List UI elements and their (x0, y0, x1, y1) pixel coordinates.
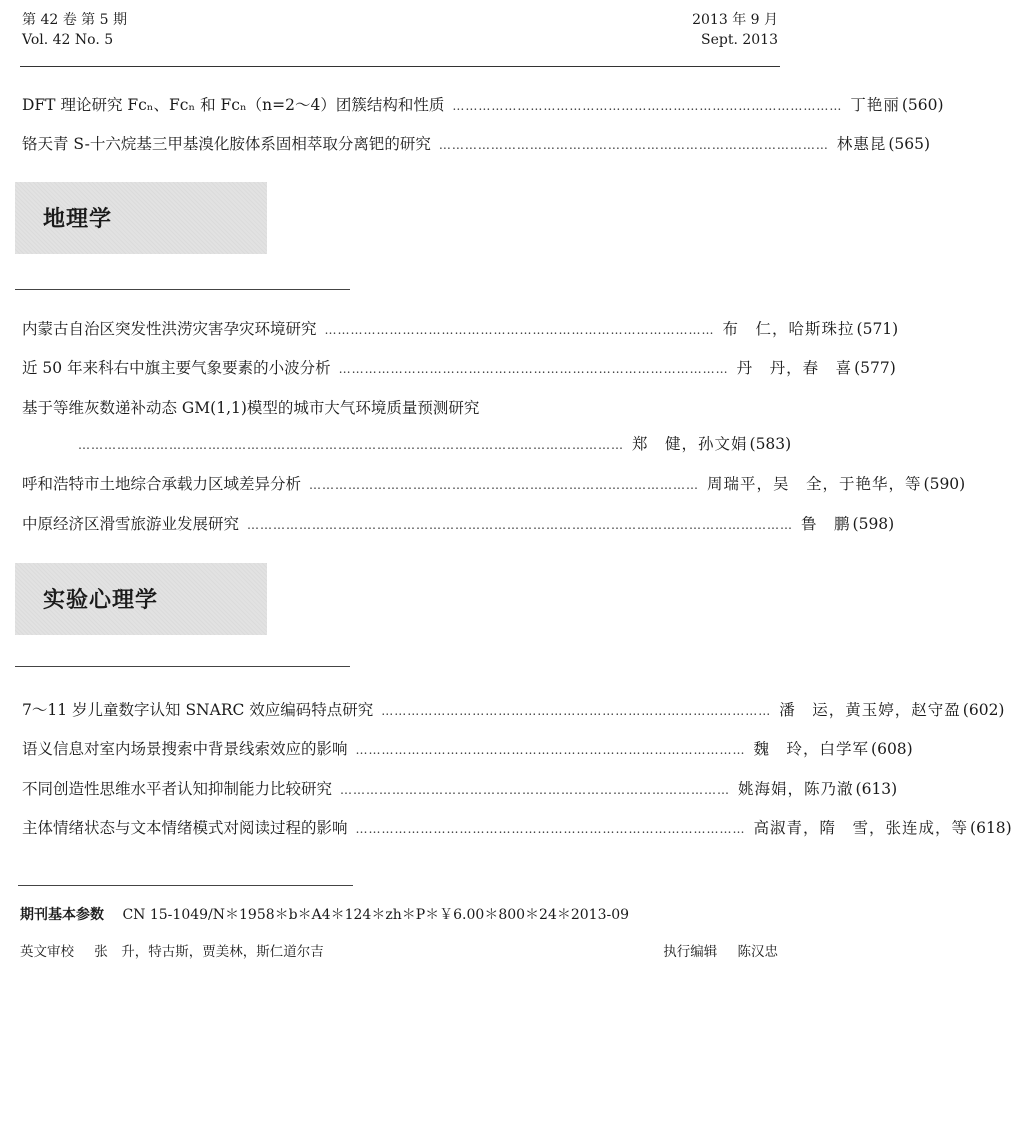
leader-dots: ……………………………………………………………………………… (324, 323, 715, 337)
date-cn: 2013 年 9 月 (692, 12, 778, 28)
entry-page: (608) (871, 740, 913, 758)
entry-authors: 周瑞平，吴 全，于艳华，等 (707, 475, 922, 493)
journal-parameters (20, 904, 629, 924)
toc-entry[interactable] (22, 697, 1005, 723)
toc-entry[interactable] (22, 511, 895, 537)
entry-page: (560) (901, 96, 944, 114)
leader-dots: ……………………………………………………………………………… (452, 99, 843, 113)
entry-title: 内蒙古自治区突发性洪涝灾害孕灾环境研究 (22, 320, 317, 338)
entry-page: (602) (962, 701, 1005, 719)
leader-dots: ……………………………………………………………………………………………………………… (247, 518, 794, 532)
entry-title: 语义信息对室内场景搜索中背景线索效应的影响 (22, 740, 348, 758)
params-value: CN 15-1049/N＊1958＊b＊A4＊124＊zh＊P＊￥6.00＊800＊24＊2013-09 (122, 907, 630, 923)
entry-authors: 潘 运，黄玉婷，赵守盈 (779, 701, 961, 719)
section-header-geography (15, 182, 267, 254)
entry-title: DFT 理论研究 Fcₙ、Fcₙ 和 Fcₙ（n=2～4）团簇结构和性质 (22, 96, 445, 114)
leader-dots: ……………………………………………………………………………………………………………… (78, 438, 624, 452)
exec-editor-name: 陈汉忠 (737, 944, 778, 960)
header-right (692, 10, 778, 50)
entry-authors: 魏 玲，白学军 (753, 740, 870, 758)
date-en: Sept. 2013 (701, 32, 778, 48)
entry-title: 中原经济区滑雪旅游业发展研究 (22, 515, 240, 533)
entry-page: (590) (923, 475, 966, 493)
volume-issue-cn: 第 42 卷 第 5 期 (22, 12, 127, 28)
english-review-label: 英文审校 (20, 944, 74, 960)
exec-editor-label: 执行编辑 (663, 944, 718, 960)
toc-entry[interactable] (22, 92, 944, 118)
toc-entry[interactable] (22, 316, 899, 342)
entry-page: (613) (855, 780, 898, 798)
section-title: 地理学 (43, 207, 113, 232)
section-header-psychology (15, 563, 267, 635)
toc-entry-continuation[interactable] (22, 431, 792, 457)
footer-divider (18, 885, 353, 886)
entry-title: 7～11 岁儿童数字认知 SNARC 效应编码特点研究 (22, 701, 374, 719)
entry-authors: 高淑青，隋 雪，张连成，等 (753, 819, 969, 837)
header-left (22, 10, 127, 50)
entry-title: 近 50 年来科右中旗主要气象要素的小波分析 (22, 359, 331, 377)
executive-editor (663, 940, 778, 960)
entry-title: 不同创造性思维水平者认知抑制能力比较研究 (22, 780, 333, 798)
entry-page: (618) (970, 819, 1012, 837)
entry-authors: 丁艳丽 (850, 96, 900, 114)
english-review (20, 940, 324, 960)
entry-title: 铬天青 S-十六烷基三甲基溴化胺体系固相萃取分离钯的研究 (22, 135, 431, 153)
leader-dots: ……………………………………………………………………………… (355, 822, 746, 836)
toc-entry[interactable] (22, 815, 1012, 841)
entry-title: 呼和浩特市土地综合承载力区域差异分析 (22, 475, 302, 493)
leader-dots: ……………………………………………………………………………… (338, 362, 729, 376)
entry-authors: 布 仁，哈斯珠拉 (722, 320, 855, 338)
entry-authors: 姚海娟，陈乃澈 (738, 780, 854, 798)
english-review-names: 张 升，特古斯，贾美林，斯仁道尔吉 (94, 944, 324, 960)
entry-page: (565) (888, 135, 931, 153)
leader-dots: ……………………………………………………………………………… (355, 743, 746, 757)
toc-entry[interactable] (22, 355, 896, 381)
entry-page: (598) (852, 515, 895, 533)
toc-entry[interactable] (22, 736, 913, 762)
entry-authors: 林惠昆 (836, 135, 887, 153)
toc-entry[interactable] (22, 776, 898, 802)
entry-authors: 丹 丹，春 喜 (736, 359, 853, 377)
header-divider (20, 66, 780, 67)
entry-title: 基于等维灰数递补动态 GM(1,1)模型的城市大气环境质量预测研究 (22, 399, 480, 417)
section-divider (15, 289, 350, 290)
toc-entry[interactable] (22, 395, 776, 421)
leader-dots: ……………………………………………………………………………… (309, 478, 700, 492)
entry-page: (583) (749, 435, 792, 453)
section-title: 实验心理学 (43, 588, 159, 613)
toc-entry[interactable] (22, 471, 966, 497)
entry-authors: 郑 健，孙文娟 (632, 435, 748, 453)
toc-entry[interactable] (22, 131, 931, 157)
section-divider (15, 666, 350, 667)
entry-authors: 鲁 鹏 (801, 515, 851, 533)
entry-title: 主体情绪状态与文本情绪模式对阅读过程的影响 (22, 819, 348, 837)
params-label: 期刊基本参数 (20, 907, 104, 923)
page-header (22, 10, 778, 58)
leader-dots: ……………………………………………………………………………… (438, 138, 829, 152)
entry-page: (571) (856, 320, 899, 338)
volume-issue-en: Vol. 42 No. 5 (22, 32, 114, 48)
leader-dots: ……………………………………………………………………………… (381, 704, 772, 718)
leader-dots: ……………………………………………………………………………… (340, 783, 731, 797)
entry-page: (577) (854, 359, 896, 377)
